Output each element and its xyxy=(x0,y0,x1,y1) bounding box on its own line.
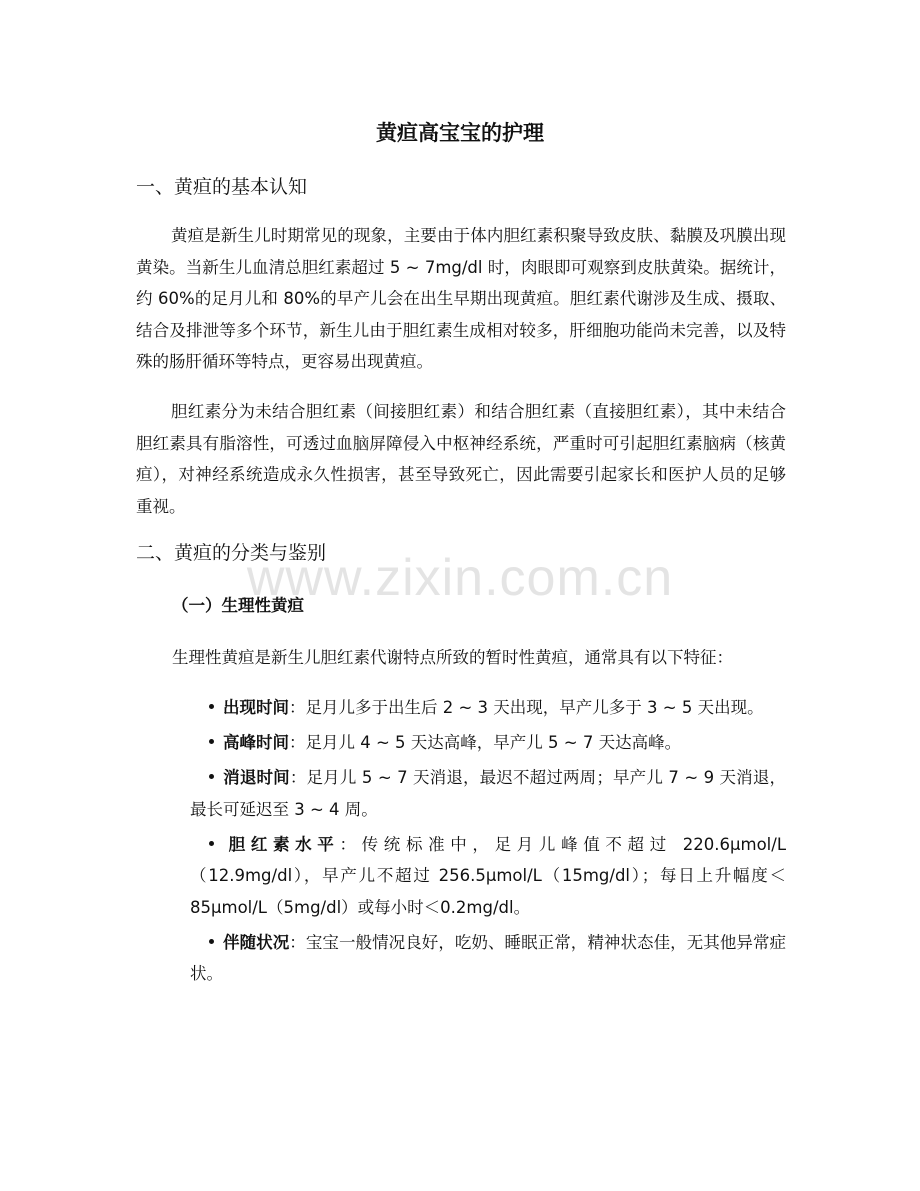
watermark: www.zixin.com.cn xyxy=(246,549,674,607)
list-item-text: ：足月儿 4 ~ 5 天达高峰，早产儿 5 ~ 7 天达高峰。 xyxy=(289,733,682,752)
bullet-icon xyxy=(209,739,214,744)
list-item-term: 伴随状况 xyxy=(223,932,290,952)
list-item-text: ：传统标准中，足月儿峰值不超过 220.6μmol/L（12.9mg/dl），早产儿不超过 256.5μmol/L（15mg/dl）；每日上升幅度＜85μmol/L（5mg/dl）或每小时＜0.2mg/dl。 xyxy=(190,834,787,917)
list-item xyxy=(190,727,786,759)
feature-list xyxy=(190,692,786,993)
list-item xyxy=(190,762,786,825)
section-heading-2: 二、黄疸的分类与鉴别 xyxy=(136,542,327,564)
list-item-text: ：足月儿 5 ~ 7 天消退，最迟不超过两周；早产儿 7 ~ 9 天消退，最长可延迟至 3 ~ 4 周。 xyxy=(190,768,786,819)
bullet-icon xyxy=(209,939,214,944)
list-item xyxy=(190,692,786,724)
list-item-term: 出现时间 xyxy=(223,698,289,717)
list-item-term: 胆红素水平 xyxy=(223,834,340,854)
list-item-text: ：足月儿多于出生后 2 ~ 3 天出现，早产儿多于 3 ~ 5 天出现。 xyxy=(289,698,764,717)
bullet-icon xyxy=(209,841,214,846)
page-title: 黄疸高宝宝的护理 xyxy=(376,121,544,145)
list-item xyxy=(190,829,786,924)
list-item-term: 消退时间 xyxy=(223,768,290,787)
list-item-text: ：宝宝一般情况良好，吃奶、睡眠正常，精神状态佳，无其他异常症状。 xyxy=(190,932,787,983)
subsection-lead: 生理性黄疸是新生儿胆红素代谢特点所致的暂时性黄疸，通常具有以下特征： xyxy=(172,648,733,667)
section-heading-1: 一、黄疸的基本认知 xyxy=(136,176,308,198)
bullet-icon xyxy=(209,704,214,709)
section-1-paragraph-1: 黄疸是新生儿时期常见的现象，主要由于体内胆红素积聚导致皮肤、黏膜及巩膜出现黄染。当新生儿血清总胆红素超过 5 ~ 7mg/dl 时，肉眼即可观察到皮肤黄染。据统计，约 60%的足月儿和 80%的早产儿会在出生早期出现黄疸。胆红素代谢涉及生成、摄取、结合及排泄等多个环节，新生儿由于胆红素生成相对较多，肝细胞功能尚未完善，以及特殊的肠肝循环等特点，更容易出现黄疸。 xyxy=(136,226,786,371)
list-item xyxy=(190,927,786,990)
section-1-paragraph-2: 胆红素分为未结合胆红素（间接胆红素）和结合胆红素（直接胆红素），其中未结合胆红素具有脂溶性，可透过血脑屏障侵入中枢神经系统，严重时可引起胆红素脑病（核黄疸），对神经系统造成永久性损害，甚至导致死亡，因此需要引起家长和医护人员的足够重视。 xyxy=(136,402,786,516)
list-item-term: 高峰时间 xyxy=(223,733,289,752)
subsection-heading: （一）生理性黄疸 xyxy=(172,596,304,615)
bullet-icon xyxy=(209,774,214,779)
